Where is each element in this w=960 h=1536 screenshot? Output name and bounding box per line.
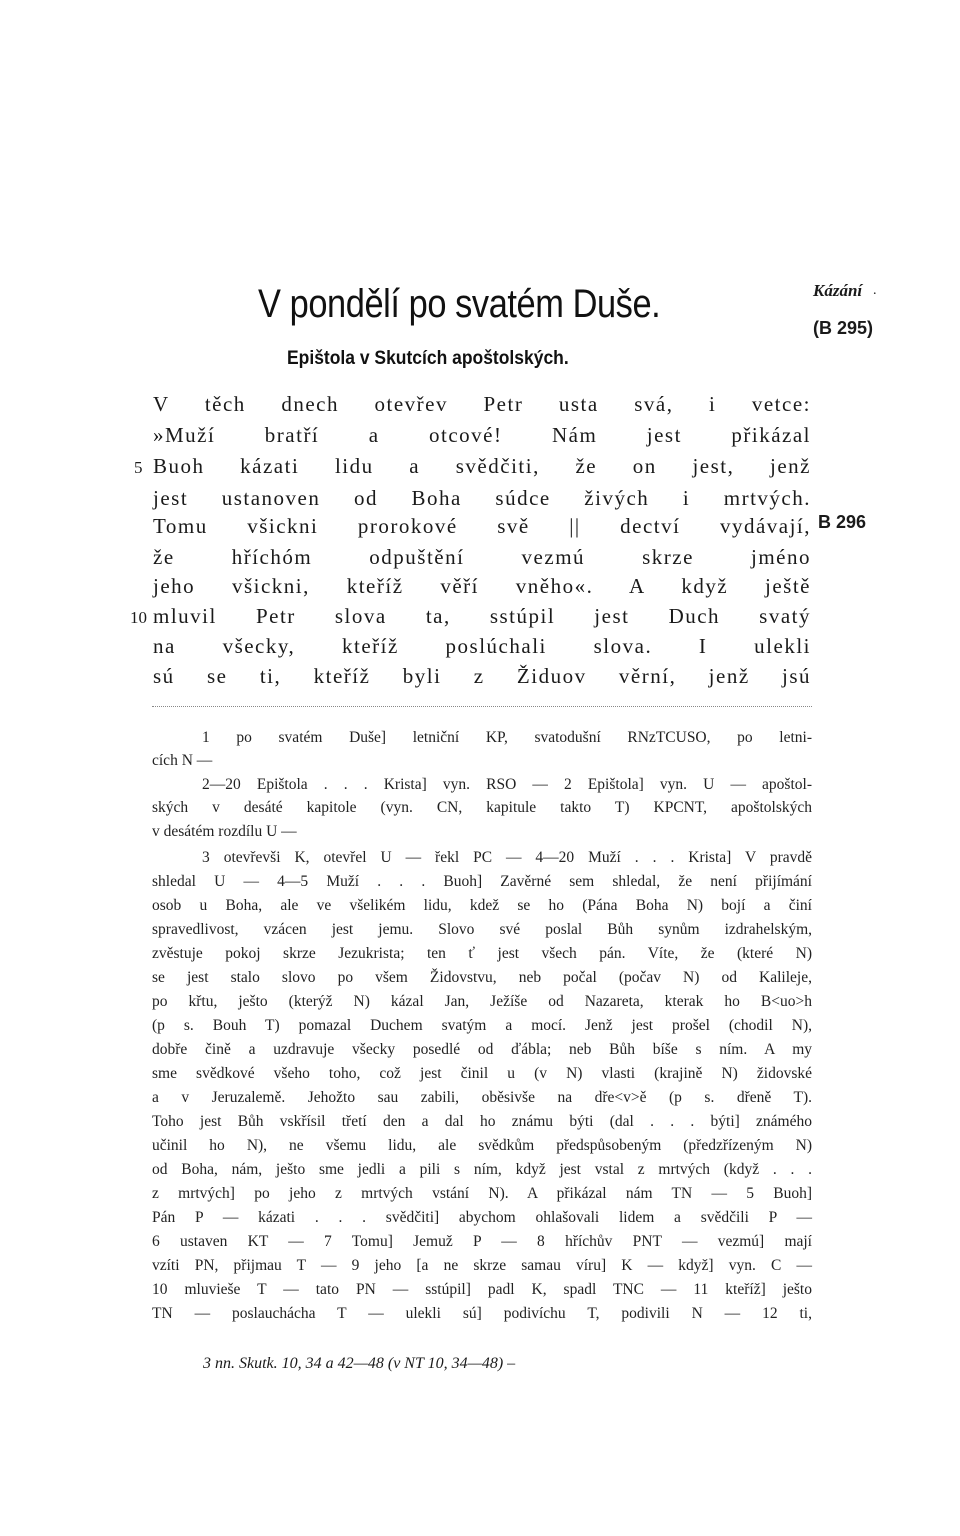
footnote-divider [152, 706, 812, 707]
text-line: jeho všickni, kteříž věří vněho«. A když ještě [153, 574, 811, 598]
text-line: na všecky, kteříž poslúchali slova. I ulekli [153, 634, 811, 658]
margin-note-mark: . [873, 283, 877, 298]
apparatus-line: vzíti PN, přijmau T — 9 jeho [a ne skrze samau víru] K — když] vyn. C — [152, 1257, 812, 1274]
apparatus-line: osob u Boha, ale ve všelikém lidu, kdež se ho (Pána Boha N) bojí a činí [152, 897, 812, 914]
scripture-reference: 3 nn. Skutk. 10, 34 a 42—48 (v NT 10, 34—48) – [203, 1355, 516, 1372]
text-line: V těch dnech otevřev Petr usta svá, i vetce: [153, 392, 811, 416]
text-line: jest ustanoven od Boha súdce živých i mrtvých. [153, 486, 811, 510]
margin-note-b296: B 296 [818, 512, 867, 532]
text-line: Tomu všickni prorokové svě || dectví vydávají, [153, 514, 811, 538]
apparatus-line: po křtu, ješto (kterýž N) kázal Jan, Ježíše od Nazareta, kterak ho B<uo>h [152, 993, 812, 1010]
text-line: mluvil Petr slova ta, sstúpil jest Duch svatý [153, 604, 811, 628]
epistle-subtitle: Epištola v Skutcích apoštolských. [287, 348, 569, 369]
apparatus-line: 3 otevřevši K, otevřel U — řekl PC — 4—20 Muží . . . Krista] V pravdě [202, 849, 812, 866]
apparatus-line: dobře čině a uzdravuje všecky posedlé od ďábla; neb Bůh bíše s ním. A my [152, 1041, 812, 1058]
apparatus-line: shledal U — 4—5 Muží . . . Buoh] Zavěrné sem shledal, že není přijímání [152, 873, 812, 890]
apparatus-line: cích N — [152, 752, 213, 769]
text-line: Buoh kázati lidu a svědčiti, že on jest, jenž [153, 454, 811, 478]
page-title: V pondělí po svatém Duše. [258, 282, 661, 326]
apparatus-line: spravedlivost, vzácen jest jemu. Slovo své poslal Bůh synům izdrahelským, [152, 921, 812, 938]
apparatus-line: učinil ho N), ne všemu lidu, ale svědkům předspůsobeným (předzřízeným N) [152, 1137, 812, 1154]
text-line: sú se ti, kteříž byli z Židuov věrní, jenž jsú [153, 664, 811, 688]
apparatus-line: 10 mluvieše T — tato PN — sstúpil] padl K, spadl TNC — 11 kteříž] ješto [152, 1281, 812, 1298]
text-line: že hříchóm odpuštění vezmú skrze jméno [153, 545, 811, 569]
apparatus-line: Toho jest Bůh vskřísil třetí den a dal ho známu býti (dal . . . býti] známého [152, 1113, 812, 1130]
apparatus-line: TN — poslauchácha T — ulekli sú] podivíchu T, podivili N — 12 ti, [152, 1305, 812, 1322]
apparatus-line: sme svědkové všeho toho, což jest činil u (v N) vlasti (krajině N) židovské [152, 1065, 812, 1082]
apparatus-line: a v Jeruzalemě. Jehožto sau zabili, oběsivše na dře<v>ě (p s. dřeně T). [152, 1089, 812, 1106]
apparatus-line: Pán P — kázati . . . svědčiti] abychom ohlašovali lidem a svědčili P — [152, 1209, 812, 1226]
apparatus-line: 1 po svatém Duše] letniční KP, svatodušní RNzTCUSO, po letni- [202, 729, 812, 746]
line-number: 5 [134, 458, 143, 477]
apparatus-line: v desátém rozdílu U — [152, 823, 297, 840]
apparatus-line: 6 ustaven KT — 7 Tomu] Jemuž P — 8 hříchův PNT — vezmú] mají [152, 1233, 812, 1250]
apparatus-line: se jest stalo slovo po všem Židovstvu, neb počal (počav N) od Kalileje, [152, 969, 812, 986]
apparatus-line: z mrtvých] po jeho z mrtvých vstání N). A přikázal nám TN — 5 Buoh] [152, 1185, 812, 1202]
margin-note-b295: (B 295) [813, 318, 874, 338]
apparatus-line: od Boha, nám, ješto sme jedli a pili s ním, když jest vstal z mrtvých (když . . . [152, 1161, 812, 1178]
text-line: »Muží bratří a otcové! Nám jest přikázal [153, 423, 811, 447]
apparatus-line: (p s. Bouh T) pomazal Duchem svatým a mocí. Jenž jest prošel (chodil N), [152, 1017, 812, 1034]
apparatus-line: ských v desáté kapitole (vyn. CN, kapitule takto T) KPCNT, apoštolských [152, 799, 812, 816]
apparatus-line: zvěstuje pokoj skrze Jezukrista; ten ť jest všech pán. Víte, že (které N) [152, 945, 812, 962]
line-number: 10 [130, 608, 147, 627]
margin-note-kazani: Kázání [813, 281, 863, 300]
apparatus-line: 2—20 Epištola . . . Krista] vyn. RSO — 2 Epištola] vyn. U — apoštol- [202, 776, 812, 793]
